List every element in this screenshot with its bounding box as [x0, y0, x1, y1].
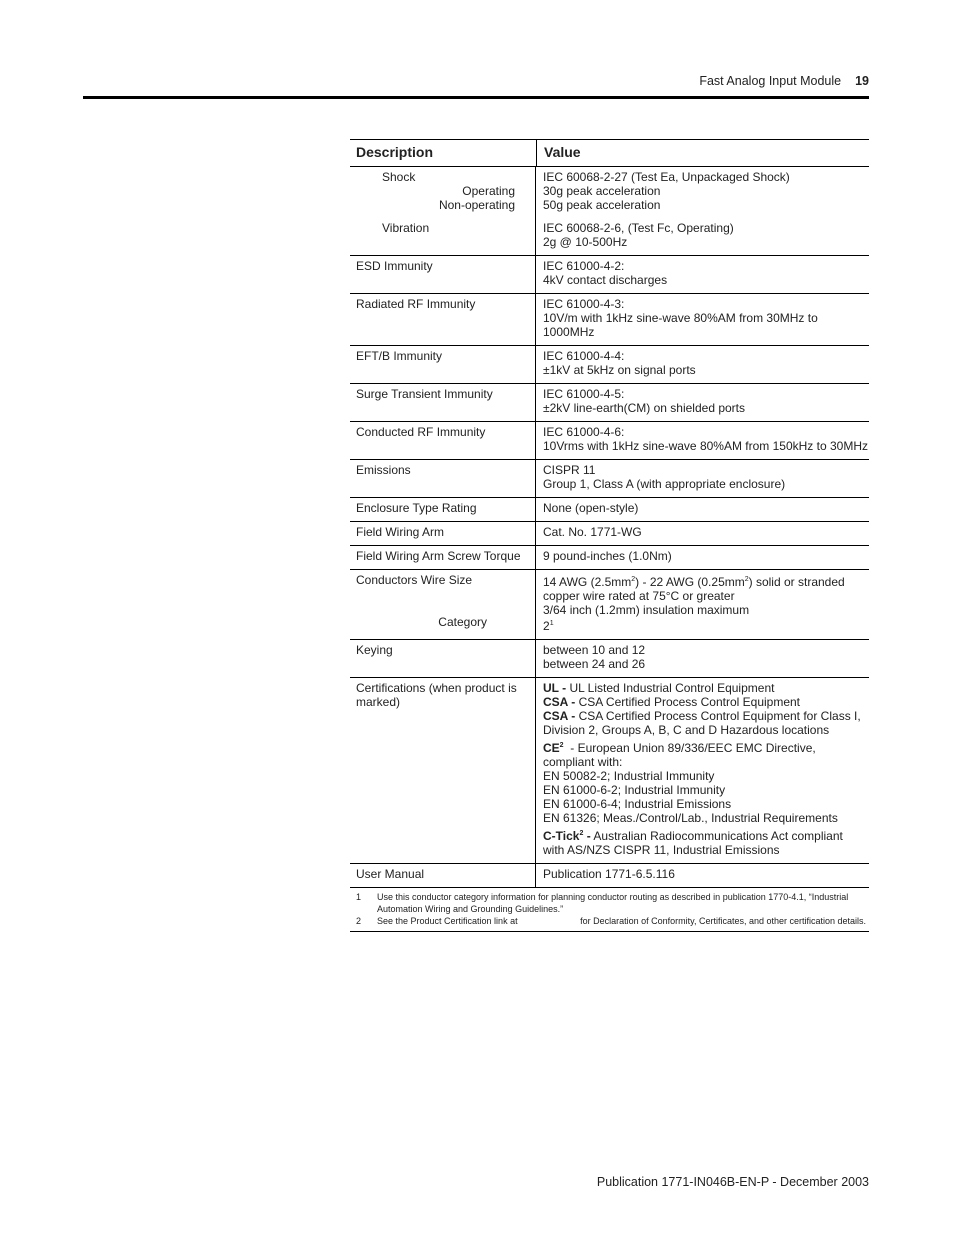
shock-value-operating: 30g peak acceleration [543, 184, 661, 198]
value-line: between 10 and 12 [543, 643, 646, 657]
value-line: IEC 61000-4-6: [543, 425, 625, 439]
table-row [350, 498, 869, 522]
row-label: User Manual [350, 864, 536, 887]
wire-size-value [543, 573, 863, 603]
row-label: Keying [350, 640, 536, 677]
table-row-vibration [350, 218, 869, 256]
cert-ce [543, 739, 863, 769]
vibration-value-level: 2g @ 10-500Hz [543, 235, 628, 249]
table-footnotes [350, 888, 869, 932]
row-label [350, 570, 536, 639]
cert-standard: EN 61000-6-4; Industrial Emissions [543, 797, 732, 811]
row-value [536, 678, 869, 863]
cert-text: UL Listed Industrial Control Equipment [569, 681, 775, 695]
superscript: 2 [631, 576, 636, 583]
header-title: Fast Analog Input Module [699, 74, 842, 88]
cert-standard: EN 61326; Meas./Control/Lab., Industrial Requirements [543, 811, 838, 825]
category-label: Category [438, 615, 487, 629]
cert-key: CSA - [543, 695, 576, 709]
insulation-value: 3/64 inch (1.2mm) insulation maximum [543, 603, 750, 617]
page-number: 19 [855, 74, 869, 88]
table-row [350, 864, 869, 888]
shock-label: Shock [382, 170, 416, 184]
specifications-table [350, 139, 869, 932]
value-line: 10Vrms with 1kHz sine-wave 80%AM from 150kHz to 30MHz [543, 439, 868, 453]
cert-standard: EN 50082-2; Industrial Immunity [543, 769, 715, 783]
col-description-header: Description [350, 140, 537, 166]
table-row [350, 256, 869, 294]
table-row-conductors [350, 570, 869, 640]
table-row [350, 384, 869, 422]
table-row [350, 522, 869, 546]
row-label: Surge Transient Immunity [350, 384, 536, 421]
shock-value-standard: IEC 60068-2-27 (Test Ea, Unpackaged Shock) [543, 170, 790, 184]
value-line: between 24 and 26 [543, 657, 646, 671]
table-row [350, 460, 869, 498]
superscript: 2 [744, 576, 749, 583]
row-label [350, 167, 536, 218]
value-line: Group 1, Class A (with appropriate enclosure) [543, 477, 786, 491]
footnote [356, 915, 869, 927]
cert-text: Australian Radiocommunications Act compliant with AS/NZS CISPR 11, Industrial Emissions [543, 829, 843, 857]
table-row-shock [350, 167, 869, 218]
row-label: Radiated RF Immunity [350, 294, 536, 345]
footnote [356, 891, 869, 915]
row-value: Cat. No. 1771-WG [543, 525, 642, 539]
footnote-ref: 2 [579, 830, 584, 837]
row-label: Conducted RF Immunity [350, 422, 536, 459]
publication-footer: Publication 1771-IN046B-EN-P - December 2003 [596, 1175, 869, 1189]
table-row [350, 294, 869, 346]
table-row [350, 346, 869, 384]
row-label: EFT/B Immunity [350, 346, 536, 383]
row-label: Certifications (when product is marked) [350, 678, 536, 863]
wire-text: 14 AWG (2.5mm [543, 575, 632, 589]
footnote-ref: 1 [549, 620, 554, 627]
col-value-header: Value [544, 144, 581, 160]
row-label: Field Wiring Arm [350, 522, 536, 545]
table-row [350, 546, 869, 570]
cert-standard: EN 61000-6-2; Industrial Immunity [543, 783, 726, 797]
row-value [536, 570, 869, 639]
row-value [536, 346, 869, 383]
value-line: ±1kV at 5kHz on signal ports [543, 363, 696, 377]
value-line: CISPR 11 [543, 463, 596, 477]
value-line: IEC 61000-4-5: [543, 387, 625, 401]
cert-text: CSA Certified Process Control Equipment for Class I, Division 2, Groups A, B, C and D Hazardous locations [543, 709, 861, 737]
shock-operating-label: Operating [462, 184, 515, 198]
row-value [536, 640, 869, 677]
cert-text: CSA Certified Process Control Equipment [578, 695, 801, 709]
table-row [350, 640, 869, 678]
shock-non-operating-label: Non-operating [438, 198, 515, 212]
row-value [536, 218, 869, 255]
cert-key: C-Tick [543, 829, 580, 843]
value-line: IEC 61000-4-4: [543, 349, 625, 363]
row-value: None (open-style) [543, 501, 639, 515]
cert-text: - European Union 89/336/EEC EMC Directive, compliant with: [543, 741, 816, 769]
value-line: 10V/m with 1kHz sine-wave 80%AM from 30MHz to 1000MHz [543, 311, 818, 339]
value-line: IEC 61000-4-3: [543, 297, 625, 311]
table-row [350, 422, 869, 460]
row-value [536, 384, 869, 421]
row-label: Field Wiring Arm Screw Torque [350, 546, 536, 569]
row-value [536, 167, 869, 218]
cert-csa [543, 695, 863, 709]
cert-key: CSA - [543, 709, 576, 723]
wire-text: ) solid or stranded copper wire rated at 75°C or greater [543, 575, 845, 603]
value-line: 4kV contact discharges [543, 273, 668, 287]
footnote-text: Use this conductor category information for planning conductor routing as described in publication 1770-4.1, “Industrial Automation Wiring and Grounding Guidelines.” [377, 892, 849, 914]
cert-ul [543, 681, 863, 695]
row-label: ESD Immunity [350, 256, 536, 293]
running-header [699, 74, 869, 88]
footnote-ref: 2 [559, 742, 564, 749]
wire-text: ) - 22 AWG (0.25mm [635, 575, 745, 589]
header-rule [83, 96, 869, 99]
footnote-text: See the Product Certification link at for Declaration of Conformity, Certificates, and other certification details. [377, 916, 867, 926]
row-label: Enclosure Type Rating [350, 498, 536, 521]
vibration-value-standard: IEC 60068-2-6, (Test Fc, Operating) [543, 221, 734, 235]
category-number: 2 [543, 619, 550, 633]
value-line: IEC 61000-4-2: [543, 259, 625, 273]
row-value [536, 460, 869, 497]
cert-key: CE [543, 741, 560, 755]
row-label: Vibration [350, 218, 536, 255]
row-value: Publication 1771-6.5.116 [543, 867, 675, 881]
footnote-number: 1 [356, 892, 362, 902]
row-label: Emissions [350, 460, 536, 497]
row-value [536, 294, 869, 345]
shock-value-non-operating: 50g peak acceleration [543, 198, 661, 212]
row-value [536, 422, 869, 459]
value-line: ±2kV line-earth(CM) on shielded ports [543, 401, 746, 415]
footnote-number: 2 [356, 916, 362, 926]
cert-key: UL - [543, 681, 567, 695]
dash: - [586, 829, 591, 843]
category-value [543, 617, 863, 633]
table-header [350, 140, 869, 167]
row-value [536, 256, 869, 293]
table-row-certifications [350, 678, 869, 864]
cert-ctick [543, 827, 863, 857]
cert-csa [543, 709, 863, 737]
row-value: 9 pound-inches (1.0Nm) [543, 549, 672, 563]
conductors-label: Conductors Wire Size [356, 573, 473, 587]
